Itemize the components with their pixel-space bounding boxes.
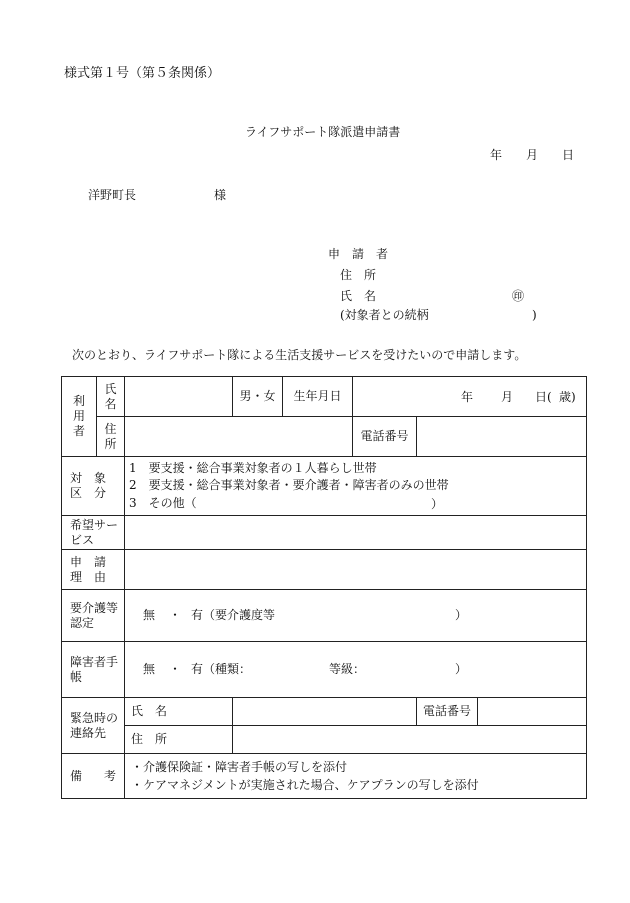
seal-mark: ㊞ [512, 289, 525, 303]
reason-field[interactable] [125, 550, 587, 590]
emergency-name-label: 氏 名 [125, 698, 233, 726]
care-cert-label: 要介護等認定 [62, 590, 125, 642]
remarks-label: 備 考 [62, 754, 125, 799]
reason-label: 申 請 理 由 [62, 550, 125, 590]
category-option-2[interactable]: 2 要支援・総合事業対象者・要介護者・障害者のみの世帯 [129, 478, 449, 493]
applicant-heading: 申 請 者 [328, 247, 389, 261]
category-options[interactable] [125, 457, 587, 516]
emergency-contact-label: 緊急時の連絡先 [62, 698, 125, 754]
relation-close: ) [532, 308, 537, 322]
relation-label: (対象者との続柄 [340, 308, 429, 322]
category-label: 対 象 区 分 [62, 457, 125, 516]
addressee: 洋野町長 [88, 188, 137, 202]
birth-date-label: 生年月日 [283, 377, 353, 417]
emergency-phone-field[interactable] [478, 698, 586, 725]
addressee-suffix: 様 [214, 188, 227, 202]
disability-field[interactable]: 無 ・ 有（種類： 等級： ） [125, 642, 587, 698]
date-year-label: 年 [490, 148, 503, 162]
form-number: 様式第１号（第５条関係） [64, 66, 221, 81]
disability-label: 障害者手帳 [62, 642, 125, 698]
service-field[interactable] [125, 516, 587, 550]
care-cert-field[interactable]: 無 ・ 有（要介護度等 ） [125, 590, 587, 642]
service-label: 希望サービス [62, 516, 125, 550]
intro-text: 次のとおり、ライフサポート隊による生活支援サービスを受けたいので申請します。 [72, 348, 527, 362]
remarks-notes [125, 754, 587, 799]
user-phone-field[interactable] [417, 417, 587, 457]
birth-date-field[interactable]: 年 月 日( 歳) [353, 377, 587, 417]
remarks-line-2: ・ケアマネジメントが実施された場合、ケアプランの写しを添付 [131, 778, 479, 792]
user-phone-label: 電話番号 [353, 417, 417, 457]
emergency-phone-cell[interactable] [417, 698, 587, 726]
user-name-field[interactable] [125, 377, 233, 417]
emergency-address-field[interactable] [233, 726, 587, 754]
emergency-name-field[interactable] [233, 698, 417, 726]
document-title: ライフサポート隊派遣申請書 [245, 125, 401, 139]
applicant-address-label: 住 所 [340, 268, 377, 282]
user-address-label: 住 所 [97, 417, 125, 457]
emergency-address-label: 住 所 [125, 726, 233, 754]
gender-field[interactable]: 男・女 [233, 377, 283, 417]
user-section-label: 利 用 者 [62, 377, 97, 457]
application-table [61, 376, 587, 799]
user-address-field[interactable] [125, 417, 353, 457]
emergency-phone-label: 電話番号 [417, 698, 478, 725]
category-option-1[interactable]: 1 要支援・総合事業対象者の１人暮らし世帯 [129, 460, 377, 475]
applicant-name-label: 氏 名 [340, 289, 377, 303]
date-month-label: 月 [526, 148, 539, 162]
remarks-line-1: ・介護保険証・障害者手帳の写しを添付 [131, 760, 348, 774]
date-day-label: 日 [562, 148, 575, 162]
user-name-label: 氏 名 [97, 377, 125, 417]
category-option-3[interactable]: 3 その他（ ） [129, 495, 444, 511]
